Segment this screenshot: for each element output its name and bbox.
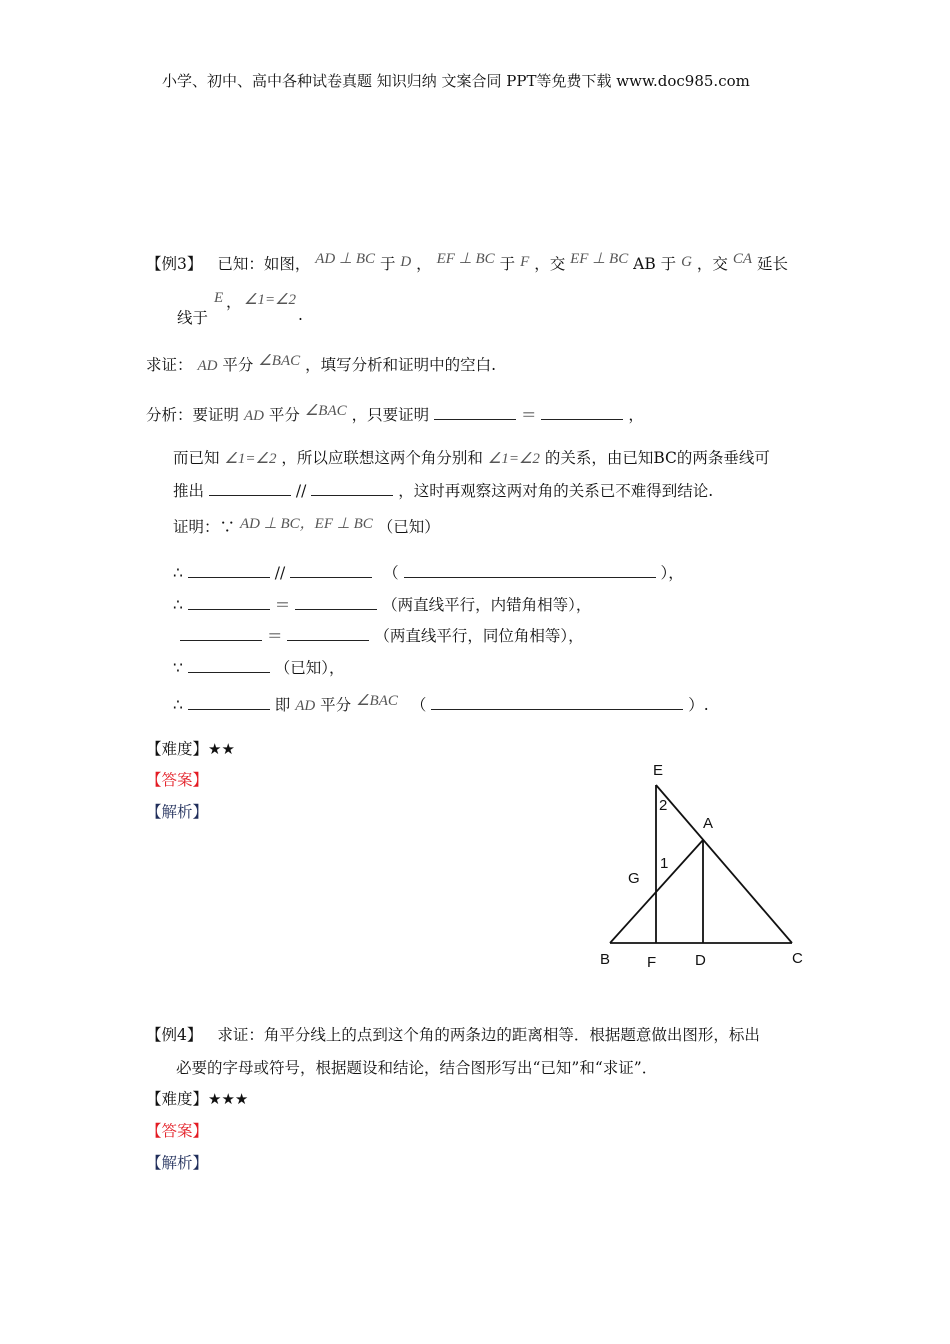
reason-alternate: （两直线平行，内错角相等）， [382,596,592,614]
proof-known: （已知） [377,518,440,536]
because-1: ∵ [173,659,183,677]
math-angle-bac-3: ∠BAC [356,693,398,709]
analysis-line-3 [173,479,713,501]
known-2: （已知）， [274,659,345,677]
text-ji: 即 [274,696,291,714]
math-ca: CA [732,251,753,267]
label-b: B [600,951,611,968]
a3-t1: 推出 [173,482,205,500]
prove-statement [146,353,496,375]
a2-t2: ，所以应联想这两个角分别和 [281,449,483,467]
difficulty-label-4: 【难度】 [146,1090,209,1108]
text-line-prefix: 线于 [177,309,209,327]
blank-1[interactable] [434,405,516,420]
text-parallel: // [295,482,307,500]
label-g: G [628,870,640,887]
text-comma-3: ， [628,406,644,424]
blank-3[interactable] [209,481,291,496]
math-perpendiculars: AD ⊥ BC，EF ⊥ BC [239,516,373,532]
text-bisects: 平分 [222,356,254,374]
blank-11[interactable] [287,626,369,641]
blank-13[interactable] [188,695,270,710]
text-parallel-2: // [274,564,286,582]
blank-6[interactable] [290,563,372,578]
proof-line-2 [173,561,684,583]
math-angle-bac: ∠BAC [258,353,301,369]
text-bisects-3: 平分 [320,696,352,714]
text-yu: 于 [379,255,396,273]
example-4-line-1 [146,1023,760,1045]
analysis-line-2 [173,446,770,468]
example-3-tag: 【例3】 [146,255,203,273]
blank-5[interactable] [188,563,270,578]
label-e: E [653,762,664,779]
text-yu-3: 于 [660,255,677,273]
therefore-3: ∴ [173,696,183,714]
blank-7[interactable] [404,563,656,578]
blank-4[interactable] [311,481,393,496]
a3-t2: ，这时再观察这两对角的关系已不难得到结论. [398,482,714,500]
math-ad: AD [197,358,218,374]
prove-label: 求证： [146,356,193,374]
label-a: A [703,815,714,832]
paren-close-1: ）， [660,564,684,582]
label-angle-2: 2 [659,797,668,814]
label-angle-1: 1 [660,855,669,872]
reason-corresponding: （两直线平行，同位角相等）， [374,627,584,645]
math-g: G [681,254,692,270]
math-ef-perp-bc-2: EF ⊥ BC [570,251,629,267]
analysis-tag-4: 【解析】 [146,1154,209,1172]
text-jiao-2: ，交 [696,255,728,273]
blank-14[interactable] [431,695,683,710]
therefore-1: ∴ [173,564,183,582]
analysis-line-1 [146,403,644,425]
difficulty-stars: ★★ [208,740,235,758]
proof-line-4 [180,624,584,646]
proof-label: 证明：∵ [173,518,236,536]
math-ef-perp-bc: EF ⊥ BC [436,251,495,267]
a2-t3: 的关系，由已知BC的两条垂线可 [544,449,770,467]
answer-tag-3: 【答案】 [146,771,209,789]
math-e: E [214,290,224,306]
math-d: D [400,254,412,270]
blank-12[interactable] [188,658,270,673]
given-label: 已知：如图， [217,255,311,273]
segment-ec [656,785,792,943]
paren-open-1: （ [383,564,399,582]
blank-2[interactable] [541,405,623,420]
math-ad-3: AD [295,698,316,714]
text-yu-2: 于 [499,255,516,273]
text-eq: ＝ [520,406,537,424]
text-jiao: ，交 [534,255,566,273]
page-header: 小学、初中、高中各种试卷真题 知识归纳 文案合同 PPT等免费下载 www.doc985.com [162,72,750,90]
difficulty-row-3 [146,737,235,759]
example-4-tag: 【例4】 [146,1026,203,1044]
label-d: D [695,952,706,969]
paren-close-2: ）. [688,696,709,714]
proof-line-5 [173,656,345,678]
proof-line-3 [173,593,591,615]
math-ad-perp-bc: AD ⊥ BC [315,251,375,267]
paren-open-2: （ [410,696,427,714]
prove-end: ，填写分析和证明中的空白. [305,356,496,374]
a2-t1: 而已知 [173,449,220,467]
text-ab: AB [633,255,656,273]
analysis-label: 分析：要证明 [146,406,240,424]
math-f: F [520,254,530,270]
proof-line-6 [173,693,709,715]
math-ad-2: AD [243,408,264,424]
text-eq-3: ＝ [266,627,283,645]
blank-9[interactable] [295,595,377,610]
blank-10[interactable] [180,626,262,641]
text-extension: 延长 [756,255,788,273]
therefore-2: ∴ [173,596,183,614]
difficulty-stars-4: ★★★ [208,1090,249,1108]
text-bisects-2: 平分 [268,406,300,424]
analysis-end: ，只要证明 [351,406,430,424]
label-c: C [792,950,803,967]
math-angle-1-eq-2-c: ∠1=∠2 [487,451,540,467]
text-comma-2: ， [226,293,242,311]
analysis-tag-3: 【解析】 [146,803,209,821]
text-eq-2: ＝ [274,596,291,614]
geometry-figure [590,755,820,975]
blank-8[interactable] [188,595,270,610]
example-4-text-1: 求证：角平分线上的点到这个角的两条边的距离相等．根据题意做出图形，标出 [217,1026,760,1044]
text-period: . [298,306,303,324]
difficulty-row-4 [146,1087,248,1109]
math-angle-bac-2: ∠BAC [304,403,347,419]
math-angle-1-eq-2-b: ∠1=∠2 [224,451,277,467]
example-4-line-2: 必要的字母或符号，根据题设和结论，结合图形写出“已知”和“求证”． [176,1059,658,1077]
answer-tag-4: 【答案】 [146,1122,209,1140]
proof-line-1 [173,515,440,537]
difficulty-label: 【难度】 [146,740,209,758]
label-f: F [647,954,657,971]
math-angle-1-eq-2: ∠1=∠2 [244,292,297,308]
text-comma: ， [416,255,432,273]
example-3-statement [146,252,788,274]
